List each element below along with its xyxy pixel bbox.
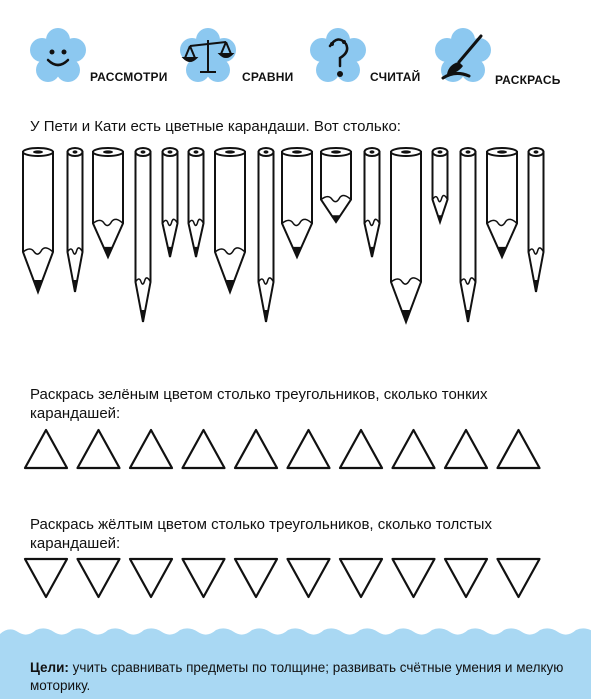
triangle[interactable]: [445, 430, 487, 468]
pencil: [259, 148, 274, 322]
intro-text: У Пети и Кати есть цветные карандаши. Вот столько:: [30, 118, 401, 135]
triangle[interactable]: [25, 430, 67, 468]
pencil: [487, 148, 517, 257]
pencil: [93, 148, 123, 257]
pencil: [365, 148, 380, 257]
pencil: [461, 148, 476, 322]
triangle[interactable]: [288, 430, 330, 468]
triangle[interactable]: [78, 430, 120, 468]
task-green-instruction: Раскрась зелёным цветом столько треугольников, сколько тонких карандашей:: [30, 386, 488, 422]
goal-description: учить сравнивать предметы по толщине; развивать счётные умения и мелкую моторику.: [30, 660, 564, 693]
triangle[interactable]: [78, 559, 120, 597]
goal-label: Цели:: [30, 660, 69, 675]
triangle[interactable]: [183, 559, 225, 597]
paintbrush-icon: [435, 28, 491, 84]
step-compare: [180, 28, 300, 88]
triangle[interactable]: [393, 559, 435, 597]
activity-header: [0, 0, 591, 100]
step-label: СРАВНИ: [242, 70, 294, 84]
pencil: [23, 148, 53, 292]
pencil: [282, 148, 312, 257]
step-color: [435, 28, 585, 88]
triangle[interactable]: [235, 430, 277, 468]
triangle[interactable]: [130, 430, 172, 468]
step-count: [310, 28, 430, 88]
triangle[interactable]: [130, 559, 172, 597]
step-label: РАССМОТРИ: [90, 70, 168, 84]
triangle[interactable]: [183, 430, 225, 468]
pencil: [136, 148, 151, 322]
pencil: [189, 148, 204, 257]
question-figure-icon: [310, 28, 366, 84]
pencil: [391, 148, 421, 322]
pencil-set: [0, 140, 591, 340]
triangle-row-down: [20, 557, 570, 601]
pencil: [68, 148, 83, 292]
triangle[interactable]: [340, 430, 382, 468]
triangle[interactable]: [288, 559, 330, 597]
scales-icon: [180, 28, 236, 84]
triangle[interactable]: [498, 430, 540, 468]
pencil: [163, 148, 178, 257]
triangle[interactable]: [25, 559, 67, 597]
pencil: [529, 148, 544, 292]
task-yellow-instruction: Раскрась жёлтым цветом столько треугольников, сколько толстых карандашей:: [30, 516, 492, 552]
triangle[interactable]: [498, 559, 540, 597]
step-label: СЧИТАЙ: [370, 70, 421, 84]
triangle[interactable]: [445, 559, 487, 597]
triangle[interactable]: [393, 430, 435, 468]
step-look: [30, 28, 180, 88]
smiley-flower-icon: [30, 28, 86, 84]
triangle-row-up: [20, 428, 570, 472]
step-label: РАСКРАСЬ: [495, 73, 561, 87]
triangle[interactable]: [235, 559, 277, 597]
triangle[interactable]: [340, 559, 382, 597]
pencil: [321, 148, 351, 222]
pencil: [215, 148, 245, 292]
pencil: [433, 148, 448, 222]
goal-text: [30, 659, 570, 695]
